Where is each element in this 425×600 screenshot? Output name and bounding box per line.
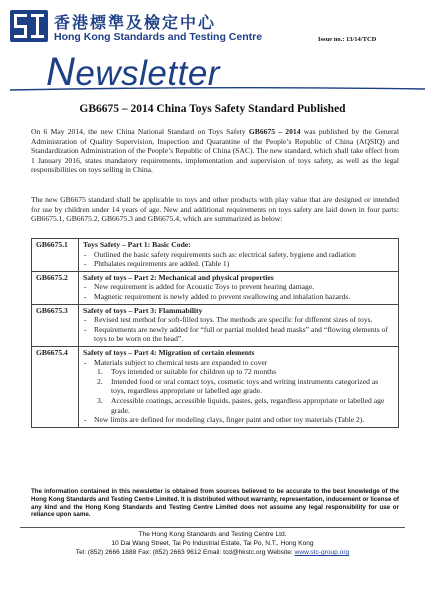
header-swoosh-line	[10, 86, 425, 92]
requirement-list	[83, 315, 394, 344]
footer-divider	[20, 527, 405, 528]
bullet-dash: -	[84, 324, 87, 334]
part-code: GB6675.1	[32, 239, 79, 272]
footer-company: The Hong Kong Standards and Testing Centre Ltd.	[138, 531, 287, 538]
numbered-item-text: Accessible coatings, accessible liquids, pastes, gels, regardless appropriate or labelled age grade.	[111, 395, 385, 415]
numbered-item	[94, 367, 394, 377]
list-item	[83, 315, 394, 325]
website-link[interactable]: www.stc-group.org	[294, 549, 350, 556]
bullet-dash: -	[84, 249, 87, 259]
part-details	[79, 239, 399, 272]
list-item	[83, 325, 394, 344]
list-item	[83, 259, 394, 269]
table-row	[32, 239, 399, 272]
bullet-dash: -	[84, 291, 87, 301]
part-code: GB6675.2	[32, 271, 79, 304]
part-heading: Safety of toys – Part 3: Flammability	[83, 305, 203, 315]
bullet-dash: -	[84, 282, 87, 292]
part-details	[79, 346, 399, 427]
numbered-item	[94, 396, 394, 415]
stc-logo-icon	[10, 10, 48, 42]
standard-parts-table	[31, 238, 399, 428]
list-item	[83, 250, 394, 260]
part-details	[79, 271, 399, 304]
scope-paragraph: The new GB6675 standard shall be applicable to toys and other products with play value that are designed or intended for use by children under 14 years of age. New and additional requirements on toys safety are laid down in four parts: GB6675.1, GB6675.2, GB6675.3 and GB6675.4, which are summarized as below:	[31, 195, 399, 224]
item-number: 1.	[97, 367, 103, 377]
list-item	[83, 358, 394, 368]
item-number: 3.	[97, 395, 103, 405]
requirement-list	[83, 282, 394, 301]
intro-text-start: On 6 May 2014, the new China National Standard on Toys Safety	[31, 127, 249, 136]
stc-logo	[10, 10, 48, 42]
issue-number: Issue no.: 13/14/TCD	[318, 36, 377, 43]
requirement-list	[83, 415, 394, 425]
numbered-list	[94, 367, 394, 415]
newsletter-wordmark-rest: ewsletter	[75, 54, 220, 93]
part-heading: Safety of toys – Part 4: Migration of certain elements	[83, 347, 255, 357]
list-item	[83, 282, 394, 292]
intro-paragraph	[31, 127, 399, 175]
part-heading: Toys Safety – Part 1: Basic Code:	[83, 240, 191, 249]
table-row	[32, 271, 399, 304]
newsletter-header	[0, 0, 425, 95]
part-code: GB6675.4	[32, 346, 79, 427]
table-row	[32, 346, 399, 427]
list-item-text: New requirement is added for Acoustic Toys to prevent hearing damage.	[94, 282, 315, 292]
bullet-dash: -	[84, 315, 87, 325]
requirement-list	[83, 250, 394, 269]
requirement-list	[83, 358, 394, 368]
list-item-text: New limits are defined for modeling clays, finger paint and other toy materials (Table 2).	[94, 415, 365, 425]
numbered-item-text: Intended food or oral contact toys, cosmetic toys and writing instruments categorized as toys, regardless appropriate or labelled age grade.	[111, 376, 379, 396]
numbered-item-text: Toys intended or suitable for children up to 72 months	[111, 367, 277, 377]
bullet-dash: -	[84, 357, 87, 367]
list-item-text: Phthalates requirements are added. (Table 1)	[94, 259, 230, 269]
list-item	[83, 292, 394, 302]
footer-address: 10 Dai Wang Street, Tai Po Industrial Estate, Tai Po, N.T., Hong Kong	[111, 540, 314, 547]
standard-name: GB6675 – 2014	[248, 127, 301, 136]
article-title: GB6675 – 2014 China Toys Safety Standard Published	[79, 103, 346, 115]
disclaimer-text: The information contained in this newsletter is obtained from sources believed to be accurate to the best knowledge of the Hong Kong Standards and Testing Centre Limited. It is distributed without warranty, representation, inducement or license of any kind and the Hong Kong Standards and Testing Centre Limited does not assume any legal responsibility for use or reliance upon same.	[31, 488, 399, 519]
bullet-dash: -	[84, 259, 87, 269]
part-code: GB6675.3	[32, 304, 79, 346]
newsletter-wordmark-initial: N	[46, 50, 76, 94]
list-item-text: Magnetic requirement is newly added to prevent swallowing and inhalation hazards.	[94, 291, 351, 301]
list-item-text: Materials subject to chemical tests are expanded to cover	[94, 357, 268, 367]
numbered-item	[94, 377, 394, 396]
bullet-dash: -	[84, 415, 87, 425]
item-number: 2.	[97, 376, 103, 386]
part-details	[79, 304, 399, 346]
part-heading: Safety of toys – Part 2: Mechanical and physical properties	[83, 272, 274, 282]
footer-contact-details: Tel: (852) 2666 1888 Fax: (852) 2663 9612 Email: tcd@hkstc.org Website:	[75, 549, 295, 556]
intro-text-end: was published by the General Administration of Quality Supervision, Inspection and Quarantine of the People’s Republic of China (AQSIQ) and Standardization Administration of the People’s Republic of China (SAC). The new standard, which shall take effect from 1 January 2016, states mandatory requirements, implementation and supervision of toys safety, as well as the legal responsibilities on toys selling in China.	[31, 127, 400, 175]
footer-contact	[0, 548, 425, 557]
org-name-english: Hong Kong Standards and Testing Centre	[54, 31, 263, 43]
list-item-text: Requirements are newly added for “full or partial molded head masks” and “flowing elements of toys to be worn on the head”.	[94, 324, 388, 344]
table-row	[32, 304, 399, 346]
org-name-chinese: 香港標準及檢定中心	[54, 13, 217, 32]
list-item-text: Revised test method for soft-filled toys. The methods are specific for different sizes of toys.	[94, 315, 373, 325]
list-item	[83, 415, 394, 425]
list-item-text: Outlined the basic safety requirements such as: electrical safety, hygiene and radiation	[94, 249, 356, 259]
